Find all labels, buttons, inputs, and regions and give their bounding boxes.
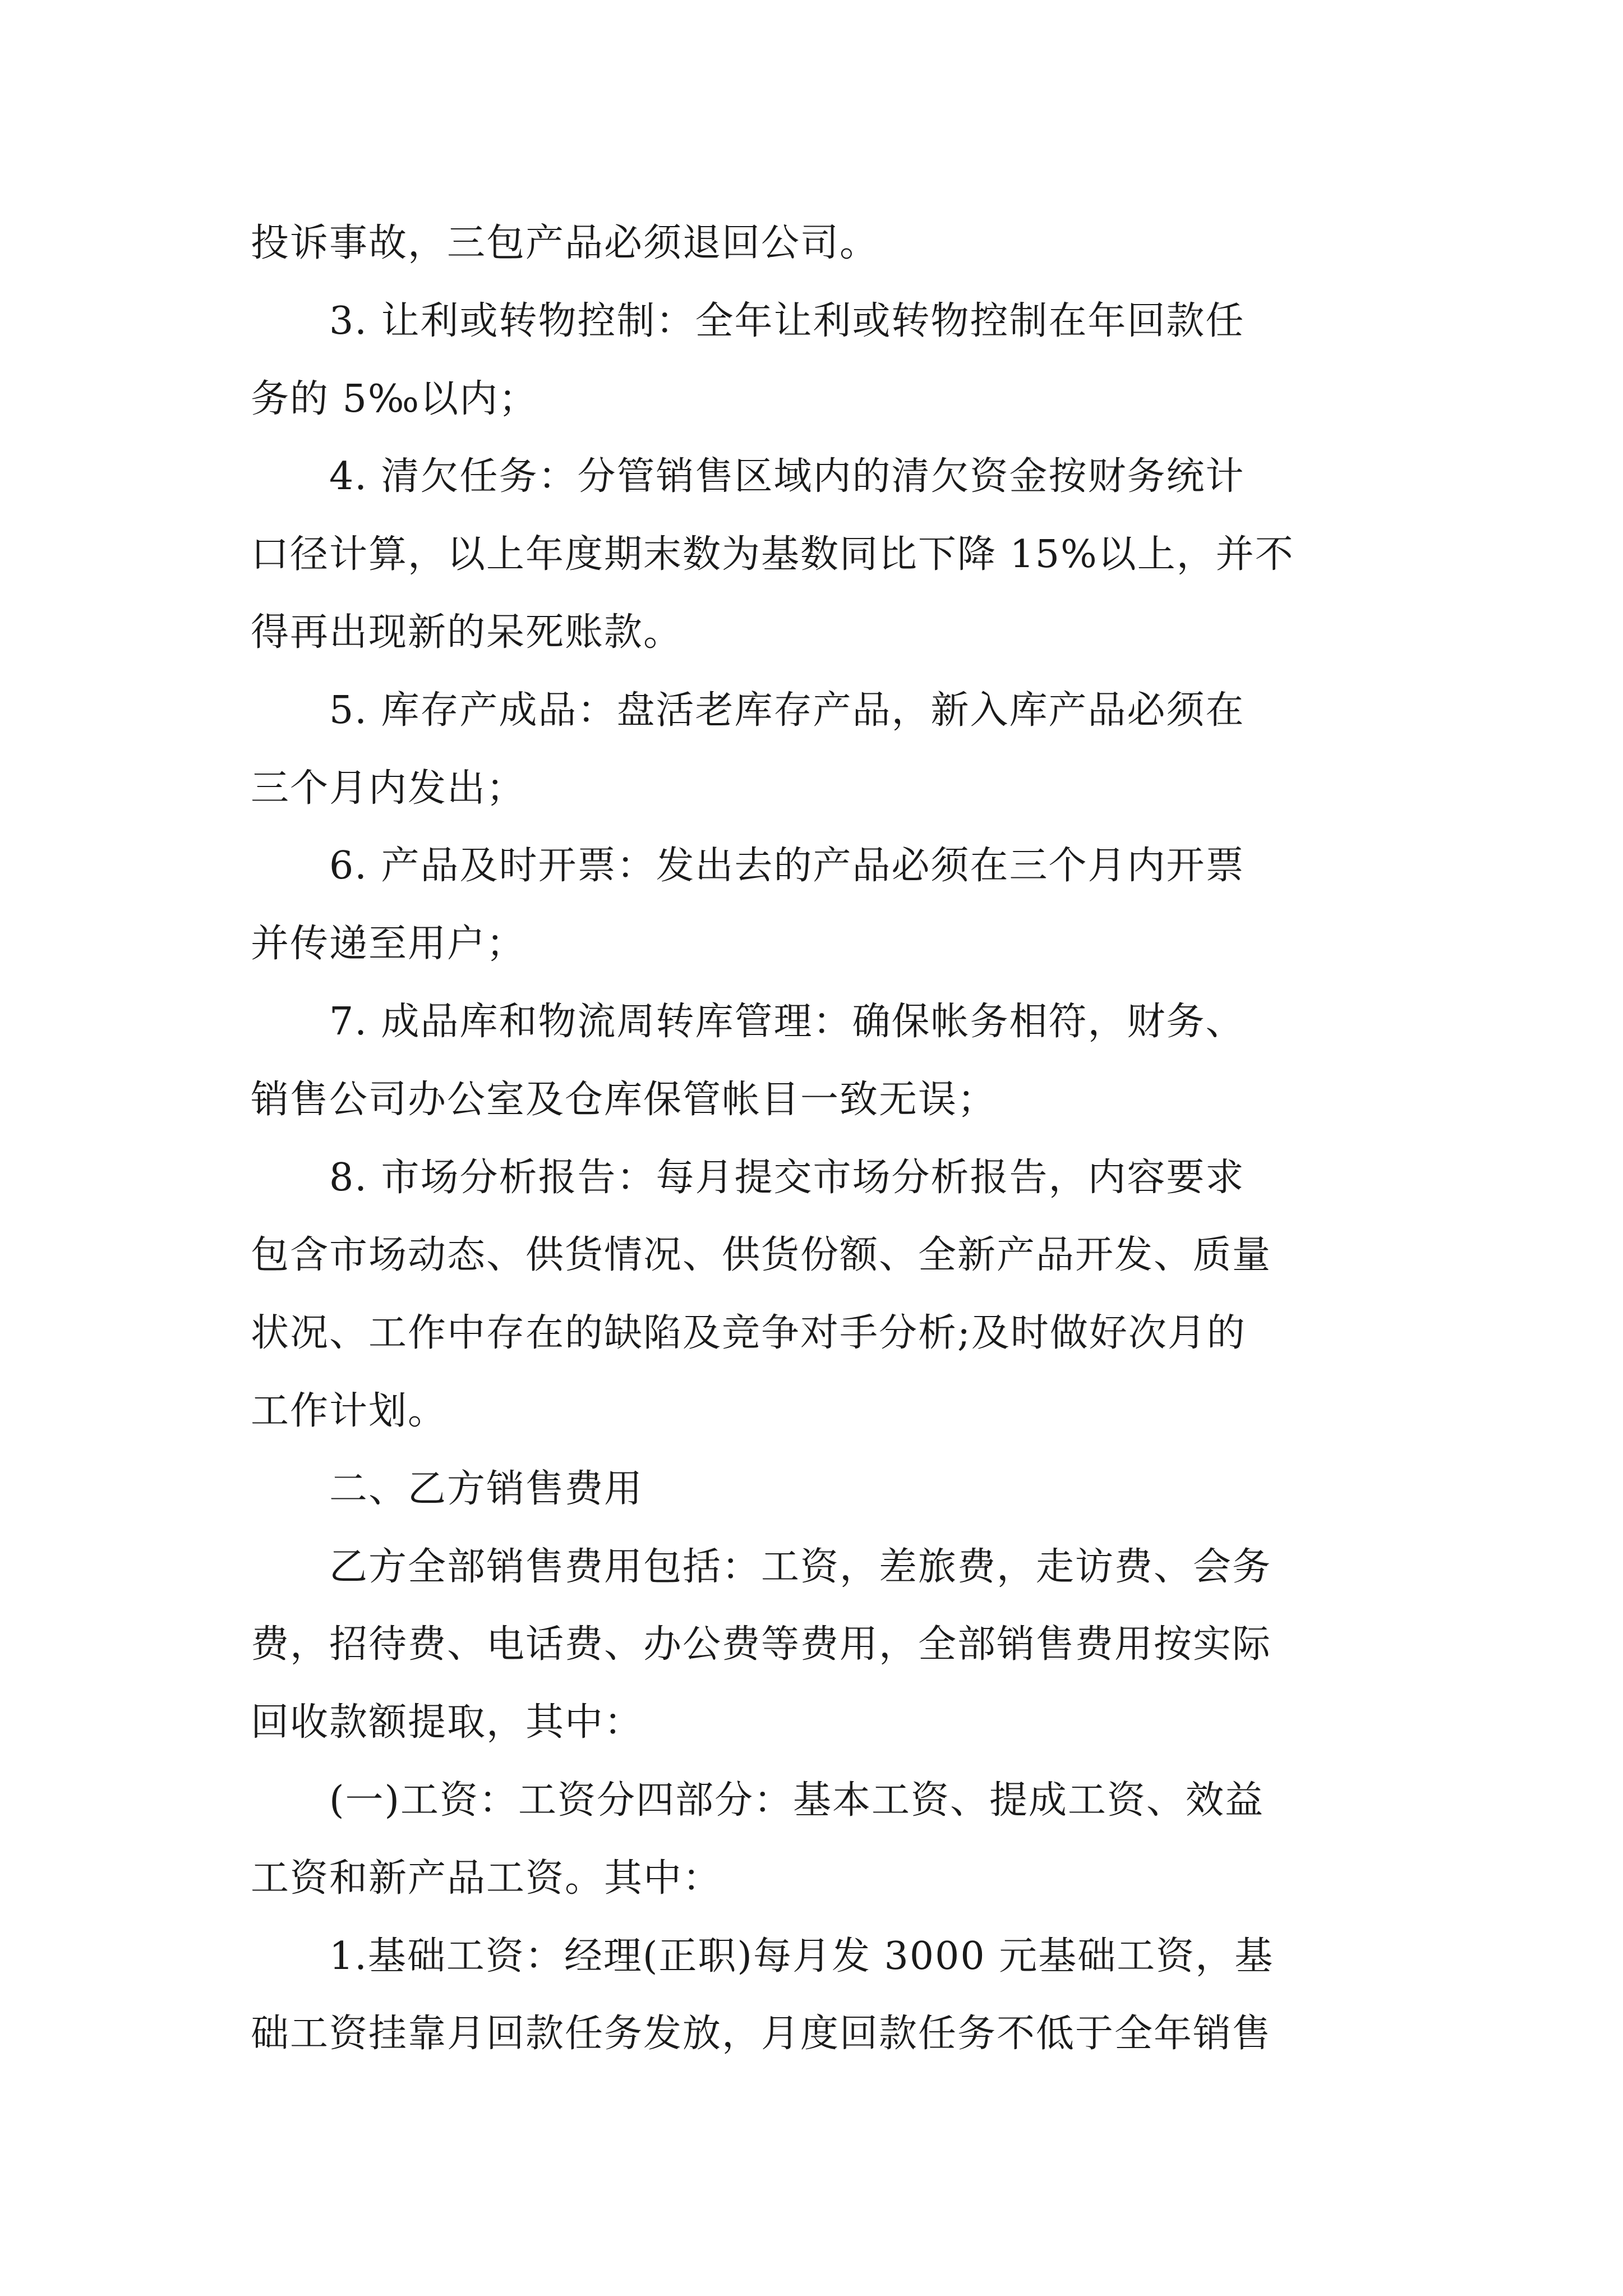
text-line: 1.基础工资：经理(正职)每月发 3000 元基础工资，基 bbox=[329, 1934, 1274, 1978]
text-line: 乙方全部销售费用包括：工资，差旅费，走访费、会务 bbox=[329, 1544, 1272, 1589]
text-line: 础工资挂靠月回款任务发放，月度回款任务不低于全年销售 bbox=[251, 2012, 1272, 2056]
text-line: 工作计划。 bbox=[251, 1388, 448, 1433]
text-line: 8. 市场分析报告：每月提交市场分析报告，内容要求 bbox=[329, 1155, 1245, 1200]
text-line: 三个月内发出； bbox=[251, 766, 526, 811]
text-line: 回收款额提取，其中： bbox=[251, 1700, 644, 1745]
text-line: 投诉事故，三包产品必须退回公司。 bbox=[251, 221, 879, 265]
text-line: (一)工资：工资分四部分：基本工资、提成工资、效益 bbox=[329, 1778, 1265, 1823]
text-line: 7. 成品库和物流周转库管理：确保帐务相符，财务、 bbox=[329, 999, 1245, 1044]
text-line: 并传递至用户； bbox=[251, 922, 526, 967]
text-line: 费，招待费、电话费、办公费等费用，全部销售费用按实际 bbox=[251, 1622, 1272, 1667]
text-line: 3. 让利或转物控制：全年让利或转物控制在年回款任 bbox=[329, 298, 1245, 343]
text-line: 5. 库存产成品：盘活老库存产品，新入库产品必须在 bbox=[329, 688, 1245, 733]
text-line: 工资和新产品工资。其中： bbox=[251, 1856, 722, 1901]
text-line: 状况、工作中存在的缺陷及竞争对手分析;及时做好次月的 bbox=[251, 1311, 1246, 1356]
text-line: 4. 清欠任务：分管销售区域内的清欠资金按财务统计 bbox=[329, 454, 1245, 499]
text-line: 6. 产品及时开票：发出去的产品必须在三个月内开票 bbox=[329, 844, 1245, 889]
section-heading: 二、乙方销售费用 bbox=[329, 1466, 644, 1511]
document-body bbox=[251, 205, 1389, 2073]
text-line: 务的 5‰以内； bbox=[251, 376, 538, 421]
text-line: 得再出现新的呆死账款。 bbox=[251, 610, 683, 655]
text-line: 销售公司办公室及仓库保管帐目一致无误； bbox=[251, 1077, 997, 1122]
text-line: 口径计算，以上年度期末数为基数同比下降 15%以上，并不 bbox=[251, 532, 1294, 577]
text-line: 包含市场动态、供货情况、供货份额、全新产品开发、质量 bbox=[251, 1233, 1272, 1278]
